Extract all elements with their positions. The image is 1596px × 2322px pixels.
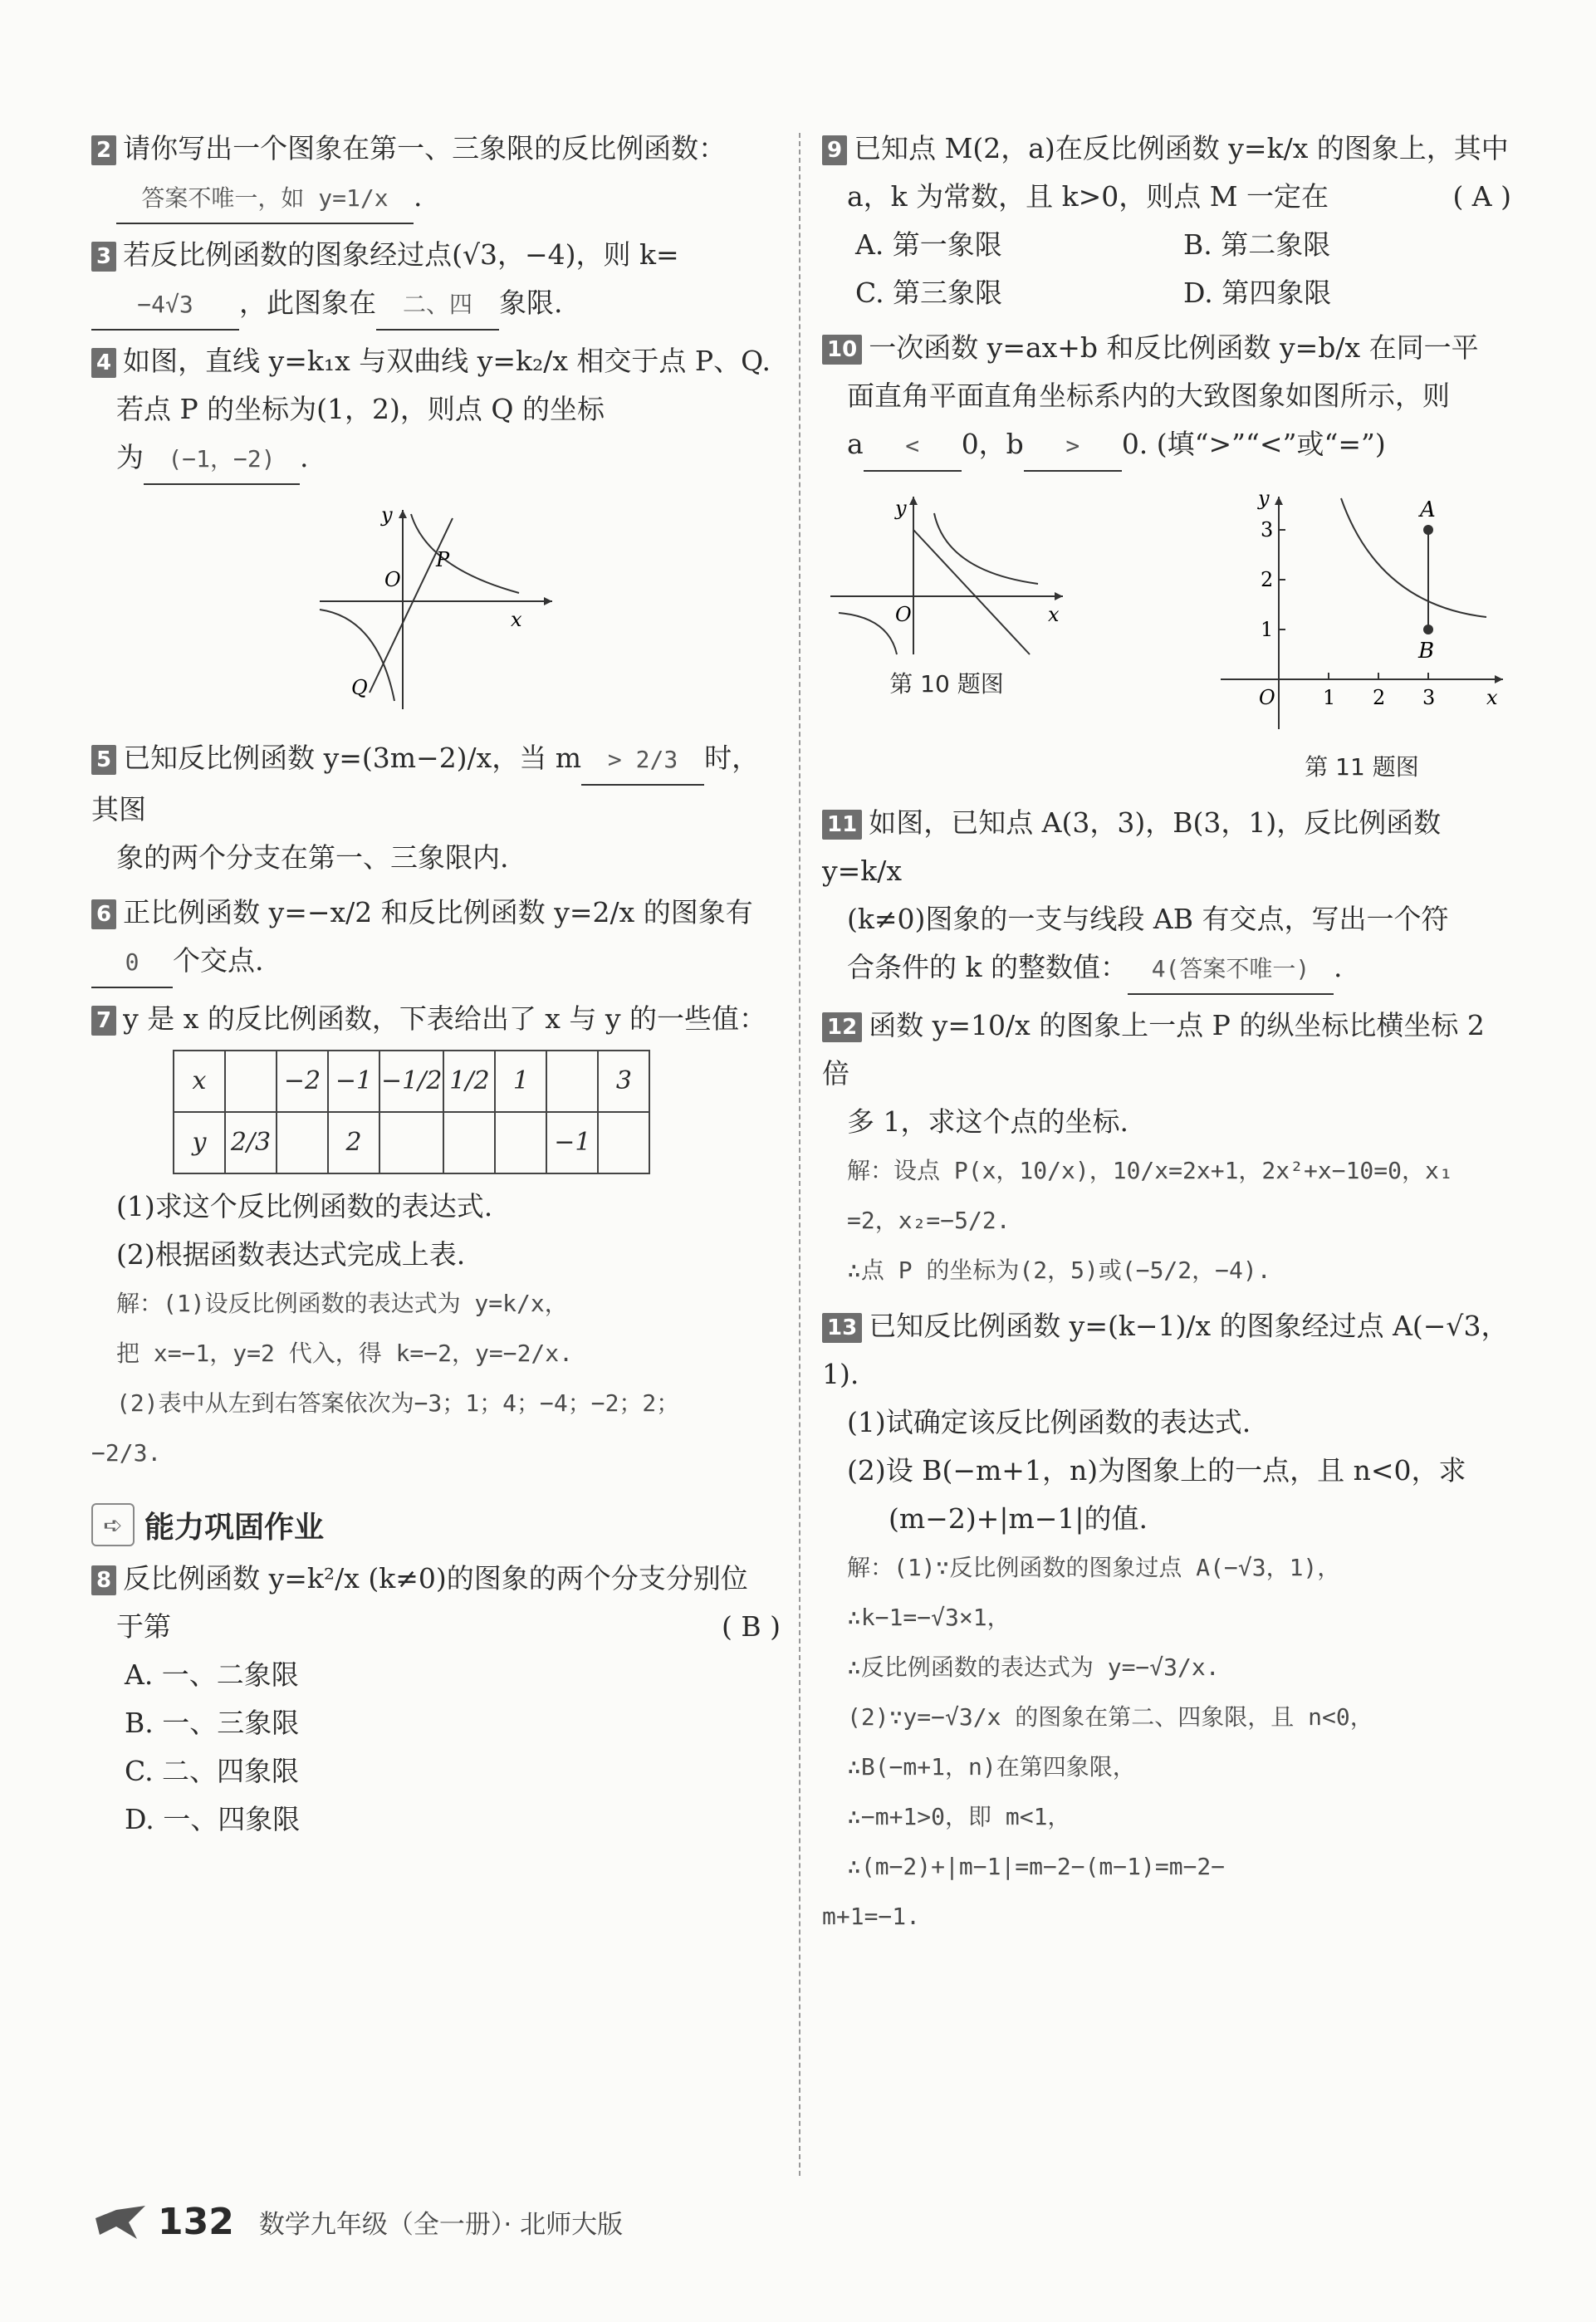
x-axis-arrow bbox=[1055, 592, 1063, 600]
question-text-line2: 面直角平面直角坐标系内的大致图象如图所示，则 bbox=[847, 380, 1450, 412]
y-tick-label: 3 bbox=[1261, 518, 1274, 541]
answer-paren: ( A ) bbox=[1452, 180, 1511, 213]
solution-line: ∴B(−m+1，n)在第四象限， bbox=[847, 1753, 1136, 1781]
question-text-tail: 象限. bbox=[499, 287, 563, 319]
question-9 bbox=[822, 125, 1511, 317]
y-axis-arrow bbox=[1275, 497, 1283, 505]
question-text-line2: (k≠0)图象的一支与线段 AB 有交点，写出一个符 bbox=[847, 903, 1449, 935]
choice-c: C. 第三象限 bbox=[855, 277, 1003, 309]
period: . bbox=[414, 180, 423, 213]
x-label: x bbox=[1048, 603, 1060, 626]
question-text: 一次函数 y=ax+b 和反比例函数 y=b/x 在同一平 bbox=[869, 331, 1479, 364]
left-column bbox=[91, 125, 781, 1850]
table-cell: 1/2 bbox=[443, 1051, 495, 1112]
question-text-line2: 象的两个分支在第一、三象限内. bbox=[116, 841, 509, 874]
table-cell: x bbox=[174, 1051, 225, 1112]
question-2 bbox=[91, 125, 781, 224]
table-cell: 3 bbox=[598, 1051, 649, 1112]
question-text: 如图，直线 y=k₁x 与双曲线 y=k₂/x 相交于点 P、Q. bbox=[123, 345, 771, 377]
graph-q4 bbox=[311, 502, 561, 718]
table-cell: −1 bbox=[546, 1112, 598, 1173]
question-number: 2 bbox=[91, 135, 116, 165]
point-b bbox=[1423, 625, 1433, 634]
solution-line: −2/3. bbox=[91, 1439, 162, 1467]
answer-blank: 4(答案不唯一) bbox=[1128, 945, 1334, 995]
solution-line: ∴k−1=−√3×1， bbox=[847, 1604, 1011, 1631]
question-number: 10 bbox=[822, 335, 862, 365]
question-number: 3 bbox=[91, 242, 116, 272]
graph-q11 bbox=[1212, 480, 1511, 746]
figure-q4 bbox=[311, 502, 561, 718]
arrow-icon: ➪ bbox=[91, 1503, 135, 1546]
figure-caption: 第 11 题图 bbox=[1305, 753, 1419, 781]
point-q-label: Q bbox=[351, 676, 368, 699]
answer-blank-a: < bbox=[864, 422, 962, 472]
solution-line: ∴−m+1>0，即 m<1， bbox=[847, 1803, 1071, 1830]
table-cell bbox=[225, 1051, 277, 1112]
solution-line: ∴点 P 的坐标为(2，5)或(−5/2，−4). bbox=[847, 1257, 1271, 1284]
y-tick-label: 1 bbox=[1261, 618, 1274, 641]
graph-q10 bbox=[822, 480, 1071, 663]
solution-line: =2，x₂=−5/2. bbox=[847, 1207, 1011, 1234]
origin-label: O bbox=[384, 568, 401, 591]
solution-line: ∴(m−2)+|m−1|=m−2−(m−1)=m−2− bbox=[847, 1853, 1226, 1880]
x-tick-label: 1 bbox=[1323, 686, 1336, 709]
table-cell: 2 bbox=[328, 1112, 379, 1173]
section-title: 能力巩固作业 bbox=[144, 1510, 325, 1545]
x-label: x bbox=[1486, 686, 1498, 709]
table-cell bbox=[277, 1112, 328, 1173]
choice-d: D. 一、四象限 bbox=[125, 1803, 301, 1835]
y-label: y bbox=[895, 497, 907, 520]
question-text-line2: 若点 P 的坐标为(1，2)，则点 Q 的坐标 bbox=[116, 393, 605, 425]
answer-blank: (−1，−2) bbox=[144, 435, 300, 485]
question-number: 7 bbox=[91, 1006, 116, 1036]
question-text-pre: 为 bbox=[116, 441, 144, 473]
column-divider bbox=[799, 133, 800, 2176]
question-text-line2: 多 1，求这个点的坐标. bbox=[847, 1105, 1128, 1138]
figure-caption: 第 10 题图 bbox=[889, 670, 1004, 698]
question-text-line2: 于第 bbox=[116, 1610, 171, 1643]
question-text-tail: 个交点. bbox=[173, 944, 264, 977]
choice-b: B. 一、三象限 bbox=[125, 1707, 300, 1739]
book-title: 数学九年级（全一册）· 北师大版 bbox=[258, 2210, 624, 2240]
sub-question-2-cont: (m−2)+|m−1|的值. bbox=[889, 1502, 1148, 1535]
table-row bbox=[174, 1112, 649, 1173]
solution-line: ∴反比例函数的表达式为 y=−√3/x. bbox=[847, 1653, 1220, 1681]
question-text: 已知反比例函数 y=(3m−2)/x，当 m bbox=[123, 742, 582, 774]
sub-question-1: (1)求这个反比例函数的表达式. bbox=[116, 1190, 493, 1222]
choice-b: B. 第二象限 bbox=[1183, 228, 1331, 261]
question-4 bbox=[91, 337, 781, 718]
choice-a: A. 一、二象限 bbox=[125, 1658, 299, 1691]
question-number: 12 bbox=[822, 1012, 862, 1042]
x-label: x bbox=[511, 608, 522, 631]
x-tick-label: 2 bbox=[1373, 686, 1386, 709]
line-k1x bbox=[370, 518, 453, 693]
question-6 bbox=[91, 889, 781, 988]
question-text-mid: 0，b bbox=[961, 428, 1024, 460]
figure-q11 bbox=[1212, 480, 1511, 782]
question-text-a: a bbox=[847, 428, 864, 460]
hyperbola-branch-1 bbox=[934, 513, 1038, 584]
y-label: y bbox=[381, 503, 393, 527]
y-axis-arrow bbox=[399, 510, 407, 518]
question-number: 11 bbox=[822, 810, 862, 840]
answer-blank: 0 bbox=[91, 938, 173, 988]
question-number: 6 bbox=[91, 899, 116, 929]
point-p-label: P bbox=[436, 548, 450, 571]
question-8 bbox=[91, 1555, 781, 1844]
sub-question-2: (2)设 B(−m+1，n)为图象上的一点，且 n<0，求 bbox=[847, 1454, 1466, 1487]
sub-question-1: (1)试确定该反比例函数的表达式. bbox=[847, 1406, 1251, 1438]
point-b-label: B bbox=[1418, 639, 1435, 664]
question-12 bbox=[822, 1002, 1511, 1296]
table-cell bbox=[379, 1112, 443, 1173]
x-axis-arrow bbox=[1495, 675, 1503, 683]
right-column bbox=[822, 125, 1511, 1948]
question-5 bbox=[91, 734, 781, 882]
line-ax-b bbox=[913, 530, 1030, 654]
question-text-tail: 时，其图 bbox=[91, 742, 760, 825]
question-text: 反比例函数 y=k²/x (k≠0)的图象的两个分支分别位 bbox=[123, 1562, 748, 1595]
question-10 bbox=[822, 324, 1511, 472]
solution-line: (2)∵y=−√3/x 的图象在第二、四象限，且 n<0， bbox=[847, 1703, 1373, 1731]
question-text: y 是 x 的反比例函数，下表给出了 x 与 y 的一些值： bbox=[123, 1002, 767, 1035]
answer-blank-k: −4√3 bbox=[91, 281, 239, 331]
table-cell: 2/3 bbox=[225, 1112, 277, 1173]
table-cell: y bbox=[174, 1112, 225, 1173]
answer-paren: ( B ) bbox=[722, 1610, 781, 1643]
question-text-line3: 合条件的 k 的整数值： bbox=[847, 951, 1128, 983]
page-number: 132 bbox=[158, 2201, 234, 2243]
value-table bbox=[173, 1050, 650, 1174]
table-cell bbox=[443, 1112, 495, 1173]
question-3 bbox=[91, 231, 781, 331]
hyperbola-branch bbox=[1341, 498, 1486, 617]
table-cell: −1/2 bbox=[379, 1051, 443, 1112]
point-a-label: A bbox=[1420, 497, 1436, 522]
question-11 bbox=[822, 799, 1511, 995]
choice-d: D. 第四象限 bbox=[1183, 277, 1332, 309]
answer-blank-b: > bbox=[1024, 422, 1122, 472]
figures-row bbox=[822, 480, 1511, 782]
question-number: 5 bbox=[91, 745, 116, 775]
period: . bbox=[1333, 951, 1343, 983]
hyperbola-branch-1 bbox=[411, 514, 519, 593]
question-text-line2: a，k 为常数，且 k>0，则点 M 一定在 bbox=[847, 180, 1329, 213]
question-number: 8 bbox=[91, 1565, 116, 1595]
question-text: 已知点 M(2，a)在反比例函数 y=k/x 的图象上，其中 bbox=[854, 132, 1509, 164]
bird-logo-icon bbox=[91, 2202, 149, 2243]
question-text: 若反比例函数的图象经过点(√3，−4)，则 k= bbox=[123, 238, 679, 271]
question-number: 4 bbox=[91, 348, 116, 378]
section-header bbox=[91, 1503, 781, 1546]
question-text: 函数 y=10/x 的图象上一点 P 的纵坐标比横坐标 2 倍 bbox=[822, 1009, 1485, 1090]
answer-blank: > 2/3 bbox=[581, 736, 704, 786]
solution-line: m+1=−1. bbox=[822, 1903, 921, 1930]
table-cell bbox=[546, 1051, 598, 1112]
solution-line: 解：设点 P(x，10/x)，10/x=2x+1，2x²+x−10=0，x₁ bbox=[847, 1157, 1453, 1184]
question-number: 13 bbox=[822, 1313, 862, 1343]
table-row bbox=[174, 1051, 649, 1112]
choices bbox=[822, 221, 1511, 317]
page-footer bbox=[91, 2201, 623, 2243]
origin-label: O bbox=[1259, 686, 1275, 709]
question-13 bbox=[822, 1302, 1511, 1942]
x-tick-label: 3 bbox=[1422, 686, 1436, 709]
solution-line: 解：(1)设反比例函数的表达式为 y=k/x， bbox=[116, 1290, 568, 1317]
table-cell: −1 bbox=[328, 1051, 379, 1112]
question-text: 如图，已知点 A(3，3)，B(3，1)，反比例函数 y=k/x bbox=[822, 806, 1442, 887]
solution-line: 解：(1)∵反比例函数的图象过点 A(−√3，1)， bbox=[847, 1554, 1341, 1581]
table-cell bbox=[495, 1112, 546, 1173]
solution-line: (2)表中从左到右答案依次为−3；1；4；−4；−2；2； bbox=[116, 1389, 680, 1417]
answer-blank-quadrant: 二、四 bbox=[376, 281, 499, 331]
x-axis-arrow bbox=[544, 597, 552, 605]
question-7 bbox=[91, 995, 781, 1478]
question-text: 请你写出一个图象在第一、三象限的反比例函数： bbox=[123, 132, 727, 164]
table-cell: −2 bbox=[277, 1051, 328, 1112]
question-text: 已知反比例函数 y=(k−1)/x 的图象经过点 A(−√3，1). bbox=[822, 1310, 1509, 1390]
y-label: y bbox=[1258, 487, 1270, 510]
hyperbola-branch-2 bbox=[839, 613, 897, 654]
table-cell: 1 bbox=[495, 1051, 546, 1112]
choice-a: A. 第一象限 bbox=[855, 228, 1002, 261]
table-cell bbox=[598, 1112, 649, 1173]
choice-c: C. 二、四象限 bbox=[125, 1755, 300, 1787]
origin-label: O bbox=[895, 603, 912, 626]
point-a bbox=[1423, 525, 1433, 535]
y-tick-label: 2 bbox=[1261, 568, 1274, 591]
question-number: 9 bbox=[822, 135, 847, 165]
solution-line: 把 x=−1，y=2 代入，得 k=−2，y=−2/x. bbox=[116, 1340, 574, 1367]
question-text: 正比例函数 y=−x/2 和反比例函数 y=2/x 的图象有 bbox=[123, 896, 753, 928]
question-text-mid: ，此图象在 bbox=[239, 287, 376, 319]
answer-blank: 答案不唯一，如 y=1/x bbox=[116, 174, 414, 224]
sub-question-2: (2)根据函数表达式完成上表. bbox=[116, 1238, 466, 1271]
figure-q10 bbox=[822, 480, 1071, 782]
period: . bbox=[300, 441, 309, 473]
y-axis-arrow bbox=[909, 497, 918, 505]
question-text-tail: 0. (填“>”“<”或“=”) bbox=[1121, 428, 1386, 460]
